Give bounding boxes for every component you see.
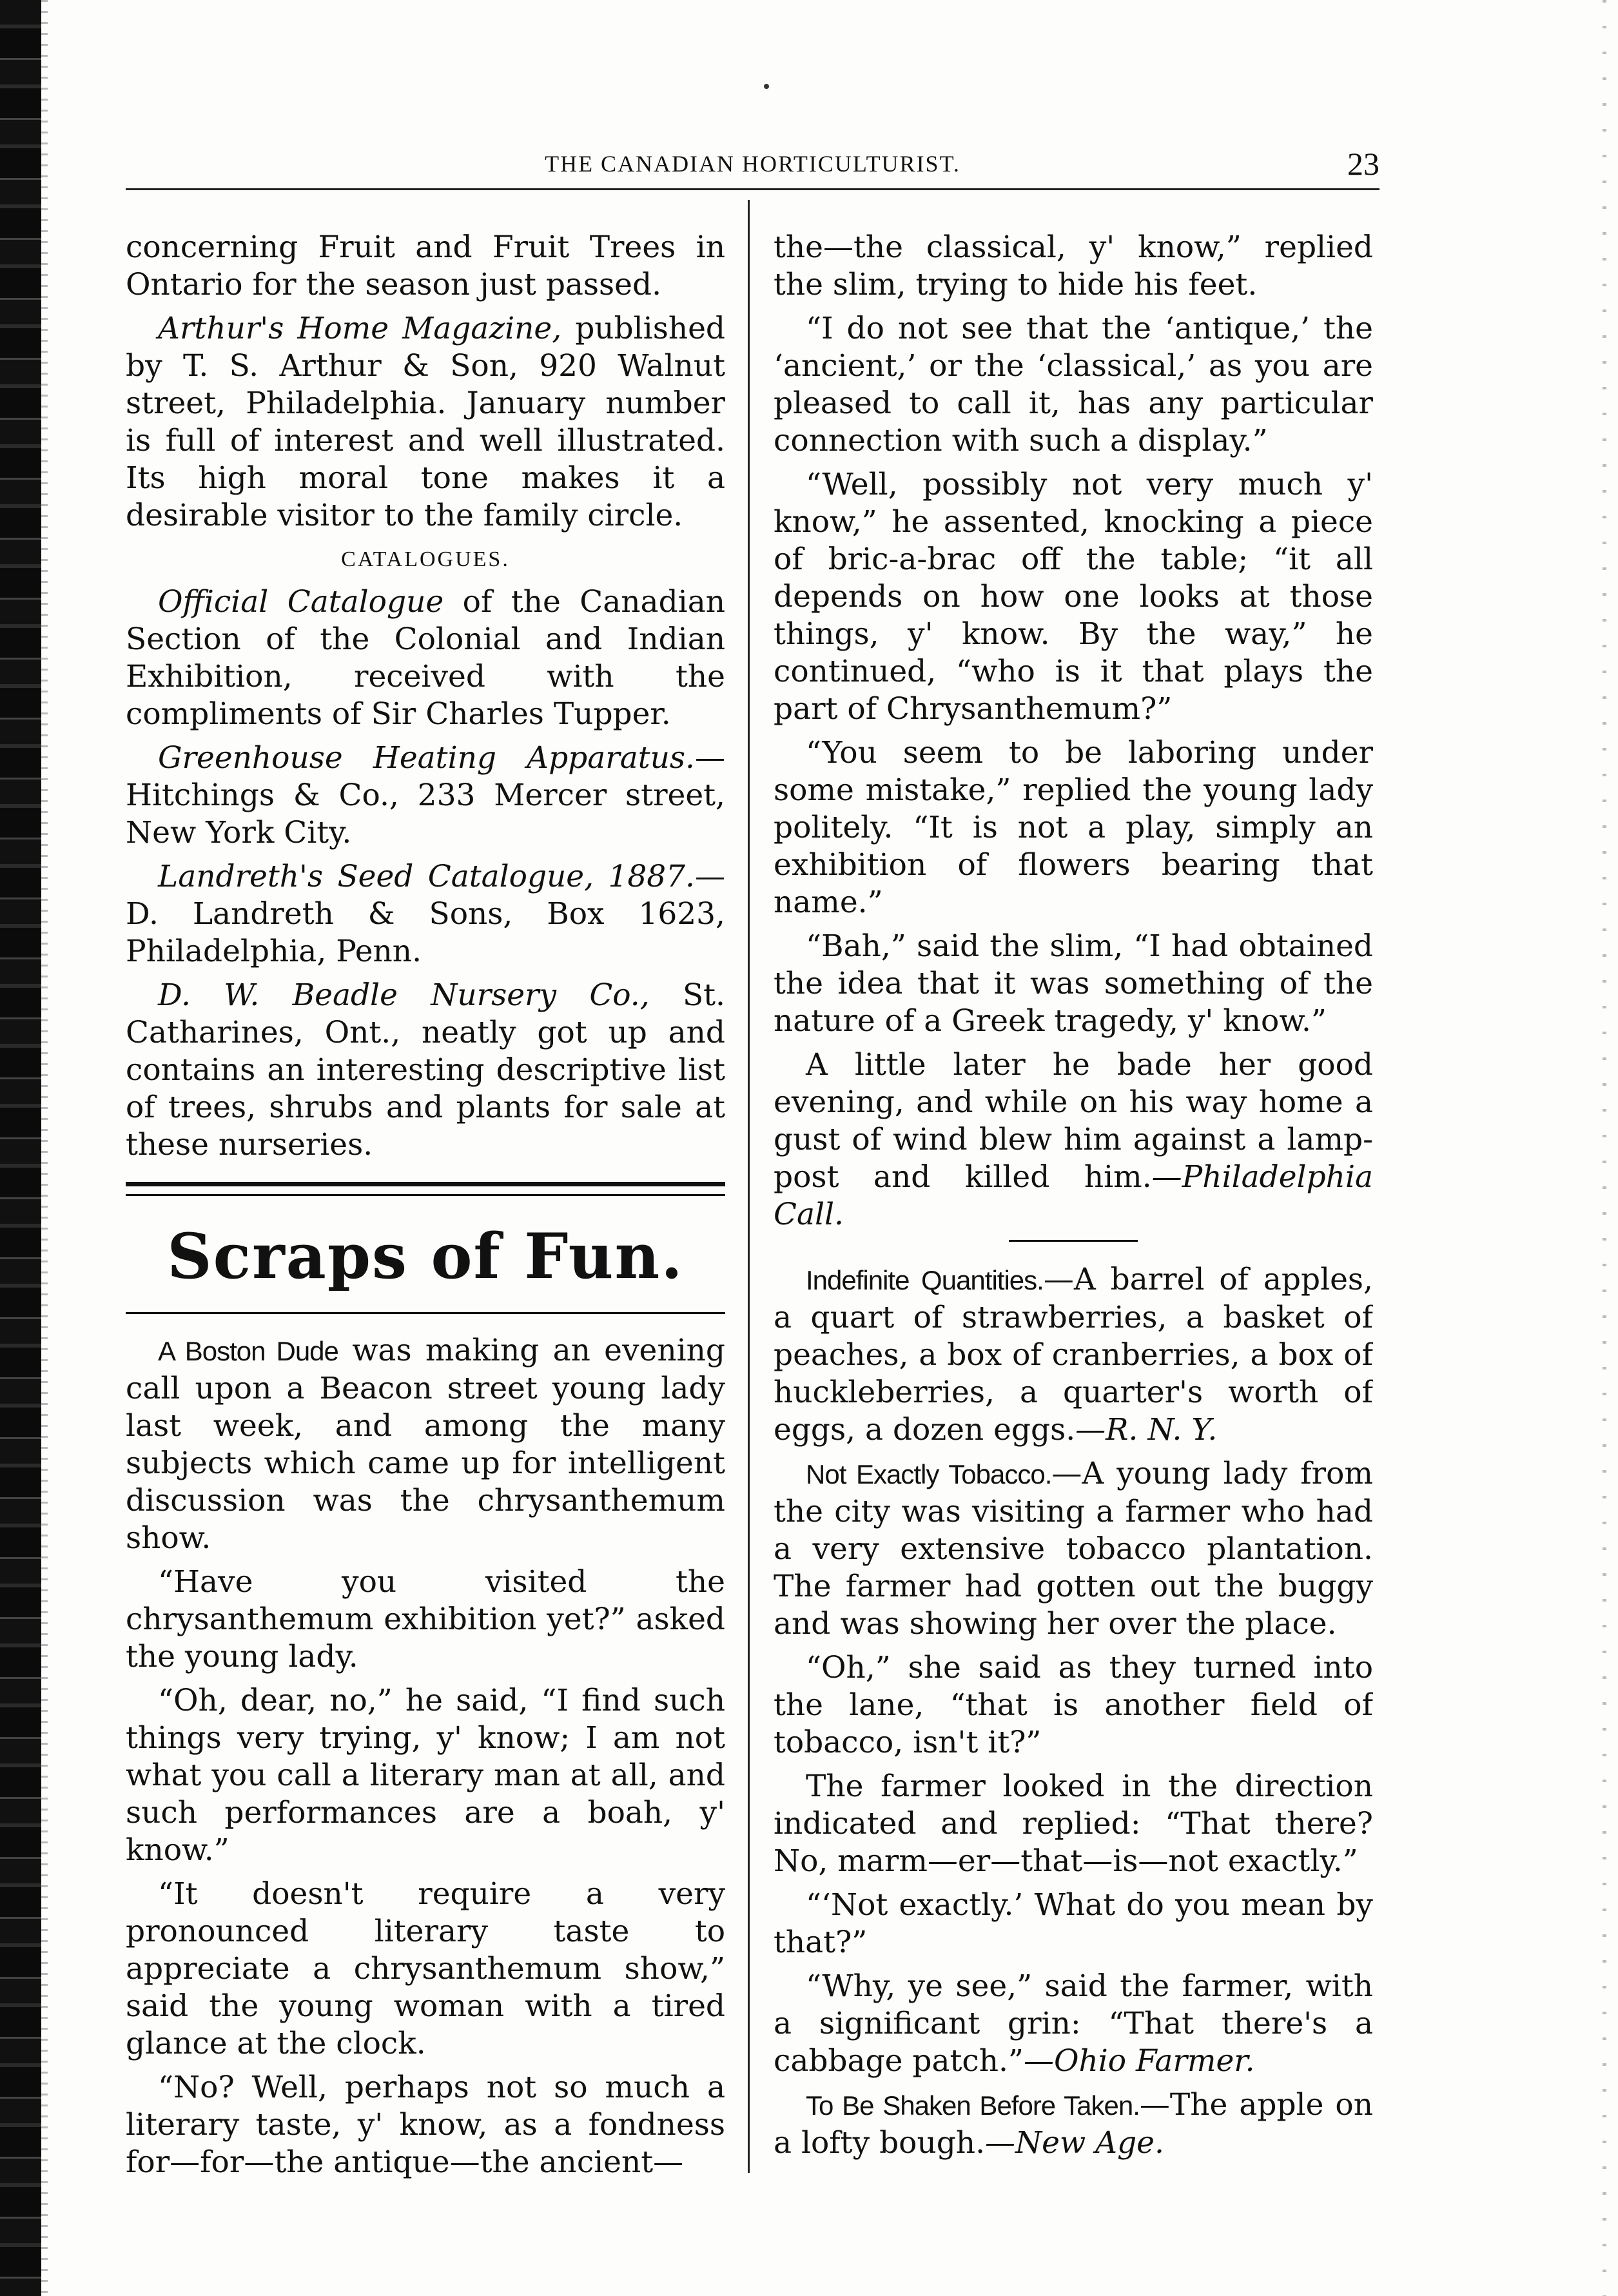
section-heading-catalogues: CATALOGUES. [341, 547, 510, 571]
source-credit: —Ohio Farmer. [1023, 2043, 1255, 2079]
right-column [774, 229, 1373, 2195]
paragraph: “Bah,” said the slim, “I had obtained the idea that it was something of the nature of a Greek tragedy, y' know.” [774, 928, 1373, 1039]
paragraph: To Be Shaken Before Taken.—The apple on a lofty bough.—New Age. [774, 2087, 1373, 2161]
column-rule [748, 200, 750, 2173]
paragraph: the—the classical, y' know,” replied the slim, trying to hide his feet. [774, 230, 1373, 302]
paragraph: Arthur's Home Magazine, published by T. S. Arthur & Son, 920 Walnut street, Philadelphia. January number is full of interest and well illustrated. Its high moral tone makes it a desirable visitor to the family circle. [126, 311, 725, 533]
page-header [126, 145, 1379, 184]
paragraph: concerning Fruit and Fruit Trees in Ontario for the season just passed. [126, 230, 725, 302]
ink-speck [764, 84, 769, 89]
paragraph: A little later he bade her good evening, and while on his way home a gust of wind blew him against a lamp-post and killed him.—Philadelphia Call. [774, 1047, 1373, 1232]
item-lead: Indefinite Quantities. [806, 1265, 1044, 1295]
paragraph: Landreth's Seed Catalogue, 1887.— D. Landreth & Sons, Box 1623, Philadelphia, Penn. [126, 859, 725, 969]
publication-title: D. W. Beadle Nursery Co., [158, 977, 650, 1013]
source-credit: —New Age. [985, 2125, 1164, 2161]
running-title: THE CANADIAN HORTICULTURIST. [545, 151, 960, 177]
item-lead: Not Exactly Tobacco. [806, 1459, 1052, 1489]
paragraph: “It doesn't require a very pronounced literary taste to appreciate a chrysanthemum show,” said the young woman with a tired glance at the clock. [126, 1876, 725, 2061]
source-credit: —Philadelphia Call. [774, 1159, 1373, 1232]
paragraph: A Boston Dude was making an evening call upon a Beacon street young lady last week, and among the many subjects which came up for intelligent discussion was the chrysanthemum show. [126, 1333, 725, 1556]
paragraph: “I do not see that the ‘antique,’ the ‘ancient,’ or the ‘classical,’ as you are pleased to call it, has any particular connection with such a display.” [774, 311, 1373, 458]
header-rule [126, 188, 1379, 190]
source-credit: —R. N. Y. [1075, 1412, 1218, 1447]
paragraph: “Well, possibly not very much y' know,” he assented, knocking a piece of bric-a-brac off the table; “it all depends on how one looks at those things, y' know. By the way,” he continued, “who is it that plays the part of Chrysanthemum?” [774, 467, 1373, 727]
item-separator [1009, 1240, 1138, 1242]
paragraph: Greenhouse Heating Apparatus.— Hitchings & Co., 233 Mercer street, New York City. [126, 740, 725, 850]
paragraph: “Have you visited the chrysanthemum exhibition yet?” asked the young lady. [126, 1564, 725, 1674]
paragraph: “Why, ye see,” said the farmer, with a significant grin: “That there's a cabbage patch.”—Ohio Farmer. [774, 1968, 1373, 2079]
section-title-scraps-of-fun: Scraps of Fun. [167, 1220, 684, 1293]
publication-title: Landreth's Seed Catalogue, 1887. [158, 859, 695, 894]
paragraph: “Oh,” she said as they turned into the lane, “that is another field of tobacco, isn't it?” [774, 1650, 1373, 1760]
left-column [126, 229, 725, 2195]
item-lead: To Be Shaken Before Taken. [806, 2090, 1140, 2121]
paragraph: Not Exactly Tobacco.—A young lady from the city was visiting a farmer who had a very extensive tobacco plantation. The farmer had gotten out the buggy and was showing her over the place. [774, 1456, 1373, 1642]
paragraph: “You seem to be laboring under some mistake,” replied the young lady politely. “It is not a play, simply an exhibition of flowers bearing that name.” [774, 735, 1373, 920]
paragraph: Official Catalogue of the Canadian Section of the Colonial and Indian Exhibition, received with the compliments of Sir Charles Tupper. [126, 584, 725, 732]
page-number: 23 [1347, 146, 1379, 182]
paragraph: D. W. Beadle Nursery Co., St. Catharines, Ont., neatly got up and contains an interesting descriptive list of trees, shrubs and plants for sale at these nurseries. [126, 977, 725, 1163]
paragraph: Indefinite Quantities.—A barrel of apples, a quart of strawberries, a basket of peaches, a box of cranberries, a box of huckleberries, a quarter's worth of eggs, a dozen eggs.—R. N. Y. [774, 1262, 1373, 1447]
scan-edge-left [0, 0, 41, 2296]
paragraph: “No? Well, perhaps not so much a literary taste, y' know, as a fondness for—for—the antique—the ancient— [126, 2070, 725, 2180]
item-lead: A Boston Dude [158, 1336, 338, 1366]
publication-title: Greenhouse Heating Apparatus. [158, 740, 695, 776]
paragraph: “‘Not exactly.’ What do you mean by that?” [774, 1887, 1373, 1960]
publication-title: Official Catalogue [158, 584, 444, 620]
scan-edge-right [1603, 0, 1606, 2296]
paragraph: The farmer looked in the direction indicated and replied: “That there? No, marm—er—that—is—not exactly.” [774, 1769, 1373, 1879]
section-rule-double [126, 1182, 725, 1196]
publication-title: Arthur's Home Magazine, [158, 311, 562, 346]
paragraph: “Oh, dear, no,” he said, “I find such things very trying, y' know; I am not what you call a literary man at all, and such performances are a boah, y' know.” [126, 1683, 725, 1868]
section-rule-thin [126, 1312, 725, 1314]
